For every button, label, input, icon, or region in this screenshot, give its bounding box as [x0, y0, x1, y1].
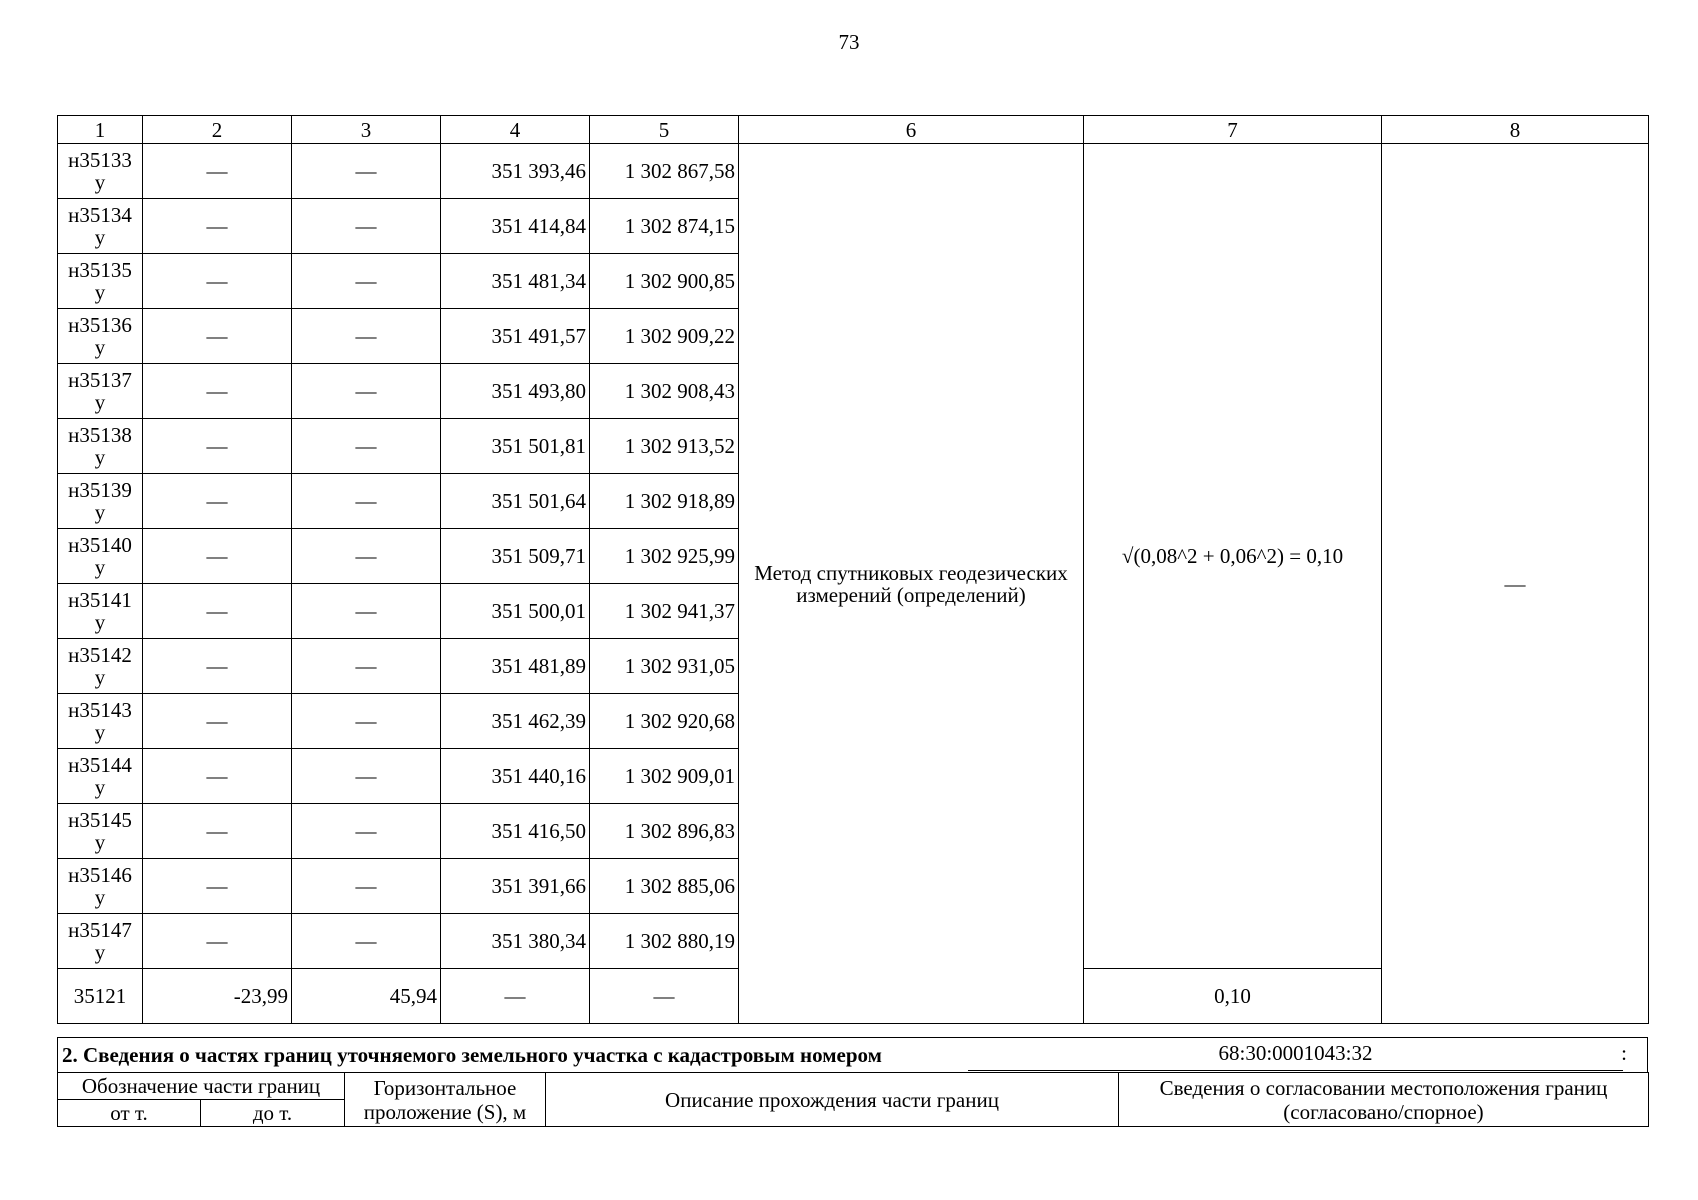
table-header-row — [58, 116, 1649, 144]
y-coordinate: 1 302 941,37 — [590, 584, 739, 639]
col2-value: — — [143, 639, 292, 694]
col3-value: — — [292, 914, 441, 969]
col2-value: — — [143, 419, 292, 474]
y-coordinate: 1 302 896,83 — [590, 804, 739, 859]
x-coordinate: 351 501,64 — [441, 474, 590, 529]
col3-value: — — [292, 859, 441, 914]
title-colon: : — [1621, 1041, 1627, 1065]
column-header: 7 — [1084, 116, 1382, 144]
col3-value: — — [292, 529, 441, 584]
x-coordinate: 351 414,84 — [441, 199, 590, 254]
coordinates-table — [57, 115, 1649, 1024]
col3-value: — — [292, 474, 441, 529]
col2-value: — — [143, 694, 292, 749]
boundary-parts-table — [57, 1072, 1649, 1127]
x-coordinate: 351 500,01 — [441, 584, 590, 639]
to-point-header: до т. — [201, 1100, 345, 1127]
col2-value: — — [143, 914, 292, 969]
part-designation-header: Обозначение части границ — [58, 1073, 345, 1100]
cadastral-number: 68:30:0001043:32 — [968, 1038, 1623, 1071]
x-coordinate: 351 440,16 — [441, 749, 590, 804]
col3-value: 45,94 — [292, 969, 441, 1024]
point-label: н35146 у — [58, 859, 143, 914]
col3-value: — — [292, 199, 441, 254]
col3-value: — — [292, 639, 441, 694]
col2-value: — — [143, 254, 292, 309]
col2-value: -23,99 — [143, 969, 292, 1024]
col2-value: — — [143, 859, 292, 914]
column-header: 2 — [143, 116, 292, 144]
y-coordinate: 1 302 913,52 — [590, 419, 739, 474]
y-coordinate: 1 302 918,89 — [590, 474, 739, 529]
page-number: 73 — [838, 30, 860, 54]
accuracy-formula-cell: √(0,08^2 + 0,06^2) = 0,10 — [1084, 144, 1382, 969]
point-label: н35140 у — [58, 529, 143, 584]
point-label: н35134 у — [58, 199, 143, 254]
section2-title: 2. Сведения о частях границ уточняемого земельного участка с кадастровым номером — [62, 1043, 882, 1067]
point-label: н35145 у — [58, 804, 143, 859]
x-coordinate: 351 416,50 — [441, 804, 590, 859]
section2-title-table — [57, 1037, 1648, 1073]
x-coordinate: 351 380,34 — [441, 914, 590, 969]
x-coordinate: 351 501,81 — [441, 419, 590, 474]
col3-value: — — [292, 309, 441, 364]
y-coordinate: 1 302 874,15 — [590, 199, 739, 254]
y-coordinate: 1 302 867,58 — [590, 144, 739, 199]
x-coordinate: 351 493,80 — [441, 364, 590, 419]
x-coordinate: — — [441, 969, 590, 1024]
coordinates-table-body — [58, 116, 1649, 1024]
from-point-header: от т. — [58, 1100, 201, 1127]
section2-title-cell — [58, 1038, 1648, 1073]
point-label: 35121 — [58, 969, 143, 1024]
col2-value: — — [143, 749, 292, 804]
col3-value: — — [292, 584, 441, 639]
description-header: Описание прохождения части границ — [546, 1073, 1119, 1127]
point-label: н35133 у — [58, 144, 143, 199]
y-coordinate: — — [590, 969, 739, 1024]
agreement-header: Сведения о согласовании местоположения границ (согласовано/спорное) — [1119, 1073, 1649, 1127]
col3-value: — — [292, 254, 441, 309]
col2-value: — — [143, 199, 292, 254]
point-label: н35139 у — [58, 474, 143, 529]
y-coordinate: 1 302 909,01 — [590, 749, 739, 804]
point-label: н35137 у — [58, 364, 143, 419]
col2-value: — — [143, 474, 292, 529]
x-coordinate: 351 393,46 — [441, 144, 590, 199]
point-label: н35147 у — [58, 914, 143, 969]
x-coordinate: 351 462,39 — [441, 694, 590, 749]
col3-value: — — [292, 749, 441, 804]
accuracy-last-cell: 0,10 — [1084, 969, 1382, 1024]
horizontal-distance-header: Горизонтальное проложение (S), м — [345, 1073, 546, 1127]
x-coordinate: 351 391,66 — [441, 859, 590, 914]
y-coordinate: 1 302 908,43 — [590, 364, 739, 419]
col3-value: — — [292, 419, 441, 474]
x-coordinate: 351 491,57 — [441, 309, 590, 364]
y-coordinate: 1 302 885,06 — [590, 859, 739, 914]
y-coordinate: 1 302 880,19 — [590, 914, 739, 969]
col2-value: — — [143, 364, 292, 419]
y-coordinate: 1 302 920,68 — [590, 694, 739, 749]
y-coordinate: 1 302 925,99 — [590, 529, 739, 584]
column-header: 8 — [1382, 116, 1649, 144]
point-label: н35135 у — [58, 254, 143, 309]
col2-value: — — [143, 584, 292, 639]
column-header: 6 — [739, 116, 1084, 144]
x-coordinate: 351 481,89 — [441, 639, 590, 694]
col3-value: — — [292, 804, 441, 859]
col3-value: — — [292, 144, 441, 199]
point-label: н35143 у — [58, 694, 143, 749]
point-label: н35136 у — [58, 309, 143, 364]
point-label: н35138 у — [58, 419, 143, 474]
col2-value: — — [143, 144, 292, 199]
point-label: н35141 у — [58, 584, 143, 639]
col8-cell: — — [1382, 144, 1649, 1024]
y-coordinate: 1 302 909,22 — [590, 309, 739, 364]
y-coordinate: 1 302 900,85 — [590, 254, 739, 309]
table-row — [58, 144, 1649, 199]
col2-value: — — [143, 309, 292, 364]
y-coordinate: 1 302 931,05 — [590, 639, 739, 694]
x-coordinate: 351 481,34 — [441, 254, 590, 309]
col2-value: — — [143, 529, 292, 584]
column-header: 1 — [58, 116, 143, 144]
col2-value: — — [143, 804, 292, 859]
column-header: 3 — [292, 116, 441, 144]
method-cell: Метод спутниковых геодезических измерений (определений) — [739, 144, 1084, 1024]
point-label: н35144 у — [58, 749, 143, 804]
point-label: н35142 у — [58, 639, 143, 694]
x-coordinate: 351 509,71 — [441, 529, 590, 584]
column-header: 5 — [590, 116, 739, 144]
col3-value: — — [292, 364, 441, 419]
col3-value: — — [292, 694, 441, 749]
column-header: 4 — [441, 116, 590, 144]
